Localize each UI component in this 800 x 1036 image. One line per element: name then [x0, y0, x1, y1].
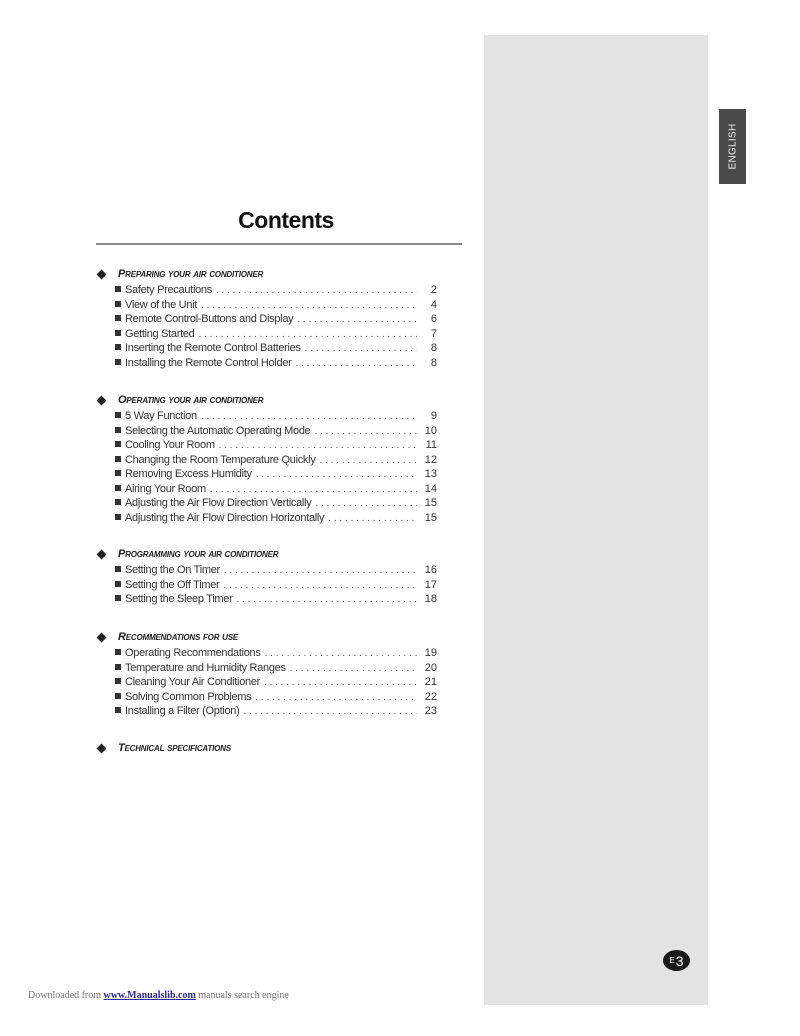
- toc-entry[interactable]: [97, 454, 437, 469]
- entry-label: Setting the On Timer: [125, 564, 220, 576]
- square-bullet-icon: [115, 344, 121, 350]
- section-title: Operating your air conditioner: [118, 394, 264, 406]
- entry-page: 6: [430, 313, 437, 325]
- entry-page: 14: [424, 482, 437, 495]
- toc-entry[interactable]: [97, 647, 437, 662]
- square-bullet-icon: [115, 470, 121, 476]
- page-prefix: E: [669, 956, 675, 965]
- entry-label: Inserting the Remote Control Batteries: [125, 342, 301, 354]
- download-footer: [28, 990, 289, 1001]
- entry-page: 9: [430, 410, 437, 422]
- square-bullet-icon: [115, 301, 121, 307]
- entry-label: Safety Precautions: [125, 284, 212, 296]
- entry-page: 23: [424, 705, 437, 717]
- square-bullet-icon: [115, 315, 121, 321]
- entry-page: 20: [424, 661, 437, 674]
- toc-section-programming: [97, 546, 437, 608]
- toc-entry[interactable]: [97, 676, 437, 691]
- entry-label: Adjusting the Air Flow Direction Horizontally: [125, 511, 325, 524]
- page-title: Contents: [238, 207, 334, 233]
- square-bullet-icon: [115, 707, 121, 713]
- diamond-bullet-icon: [97, 743, 107, 753]
- entry-label: 5 Way Function: [125, 410, 197, 422]
- toc-entry[interactable]: [97, 357, 437, 372]
- page-number: 3: [675, 952, 684, 969]
- entry-label: Solving Common Problems: [125, 690, 252, 703]
- section-title: Programming your air conditioner: [118, 548, 279, 560]
- entry-page: 7: [430, 327, 437, 340]
- square-bullet-icon: [115, 499, 121, 505]
- square-bullet-icon: [115, 286, 121, 292]
- entry-label: Setting the Sleep Timer: [125, 593, 233, 605]
- diamond-bullet-icon: [97, 269, 107, 279]
- entry-label: Airing Your Room: [125, 482, 206, 495]
- entry-label: Changing the Room Temperature Quickly: [125, 453, 316, 466]
- dot-leader: [319, 455, 417, 466]
- dot-leader: [265, 648, 417, 659]
- entry-page: 8: [430, 356, 437, 369]
- entry-label: Setting the Off Timer: [125, 578, 220, 591]
- entry-page: 21: [424, 676, 437, 688]
- footer-text-before: Downloaded from: [28, 990, 104, 1001]
- dot-leader: [236, 594, 417, 605]
- square-bullet-icon: [115, 581, 121, 587]
- entry-page: 4: [430, 298, 437, 311]
- entry-page: 15: [424, 497, 437, 509]
- toc-entry[interactable]: [97, 425, 437, 440]
- dot-leader: [224, 565, 417, 576]
- toc-entry[interactable]: [97, 328, 437, 343]
- dot-leader: [243, 706, 417, 717]
- entry-label: Cooling Your Room: [125, 439, 215, 451]
- dot-leader: [256, 469, 417, 480]
- section-title: Technical specifications: [118, 742, 231, 754]
- toc-entry[interactable]: [97, 468, 437, 483]
- side-panel: [484, 35, 708, 1005]
- section-heading[interactable]: [97, 740, 437, 756]
- toc-section-operating: [97, 392, 437, 526]
- dot-leader: [264, 677, 417, 688]
- entry-label: Adjusting the Air Flow Direction Vertically: [125, 497, 312, 509]
- page-number-badge: [663, 950, 690, 971]
- entry-list: [97, 647, 437, 720]
- entry-list: [97, 410, 437, 526]
- section-title: Recommendations for use: [118, 631, 238, 643]
- square-bullet-icon: [115, 485, 121, 491]
- entry-page: 13: [424, 468, 437, 480]
- toc-section-technical: [97, 740, 437, 758]
- dot-leader: [305, 343, 417, 354]
- toc-entry[interactable]: [97, 299, 437, 314]
- toc-entry[interactable]: [97, 705, 437, 720]
- diamond-bullet-icon: [97, 395, 107, 405]
- toc-entry[interactable]: [97, 313, 437, 328]
- toc-entry[interactable]: [97, 410, 437, 425]
- entry-page: 19: [424, 647, 437, 659]
- dot-leader: [201, 411, 417, 422]
- title-divider: [96, 243, 462, 245]
- dot-leader: [223, 580, 417, 591]
- square-bullet-icon: [115, 595, 121, 601]
- entry-page: 18: [424, 593, 437, 605]
- dot-leader: [290, 663, 417, 674]
- entry-page: 15: [424, 511, 437, 524]
- entry-page: 8: [430, 342, 437, 354]
- square-bullet-icon: [115, 427, 121, 433]
- entry-page: 10: [424, 424, 437, 437]
- dot-leader: [328, 513, 417, 524]
- entry-label: Operating Recommendations: [125, 647, 261, 659]
- toc-section-recommendations: [97, 629, 437, 720]
- square-bullet-icon: [115, 456, 121, 462]
- dot-leader: [296, 358, 417, 369]
- section-heading: [97, 629, 437, 645]
- dot-leader: [255, 692, 417, 703]
- section-title: Preparing your air conditioner: [118, 268, 264, 280]
- entry-page: 17: [424, 578, 437, 591]
- section-heading: [97, 266, 437, 282]
- toc-entry[interactable]: [97, 662, 437, 677]
- square-bullet-icon: [115, 441, 121, 447]
- toc-entry[interactable]: [97, 691, 437, 706]
- entry-label: Getting Started: [125, 327, 195, 340]
- square-bullet-icon: [115, 359, 121, 365]
- dot-leader: [315, 498, 417, 509]
- entry-label: Cleaning Your Air Conditioner: [125, 676, 261, 688]
- entry-label: Installing the Remote Control Holder: [125, 356, 292, 369]
- square-bullet-icon: [115, 412, 121, 418]
- toc-entry[interactable]: [97, 483, 437, 498]
- entry-label: View of the Unit: [125, 298, 198, 311]
- entry-label: Selecting the Automatic Operating Mode: [125, 424, 311, 437]
- entry-page: 11: [425, 439, 437, 451]
- dot-leader: [199, 329, 418, 340]
- dot-leader: [297, 314, 417, 325]
- entry-page: 2: [430, 284, 437, 296]
- square-bullet-icon: [115, 566, 121, 572]
- section-heading: [97, 546, 437, 562]
- toc-entry[interactable]: [97, 593, 437, 608]
- square-bullet-icon: [115, 693, 121, 699]
- section-heading: [97, 392, 437, 408]
- toc-entry[interactable]: [97, 512, 437, 527]
- entry-list: [97, 284, 437, 371]
- language-label: ENGLISH: [727, 123, 739, 170]
- manualslib-link[interactable]: www.Manualslib.com: [103, 990, 196, 1001]
- diamond-bullet-icon: [97, 549, 107, 559]
- square-bullet-icon: [115, 330, 121, 336]
- square-bullet-icon: [115, 649, 121, 655]
- toc-section-preparing: [97, 266, 437, 371]
- entry-page: 22: [424, 690, 437, 703]
- toc-entry[interactable]: [97, 497, 437, 512]
- dot-leader: [201, 300, 417, 311]
- entry-list: [97, 564, 437, 608]
- entry-page: 16: [424, 564, 437, 576]
- footer-text-after: manuals search engine: [195, 990, 289, 1001]
- dot-leader: [219, 440, 417, 451]
- language-tab: [719, 109, 746, 184]
- square-bullet-icon: [115, 514, 121, 520]
- toc-entry[interactable]: [97, 439, 437, 454]
- entry-label: Remote Control-Buttons and Display: [125, 313, 294, 325]
- square-bullet-icon: [115, 678, 121, 684]
- dot-leader: [315, 426, 418, 437]
- dot-leader: [210, 484, 417, 495]
- toc-entry[interactable]: [97, 284, 437, 299]
- entry-page: 12: [424, 453, 437, 466]
- diamond-bullet-icon: [97, 632, 107, 642]
- entry-label: Removing Excess Humidity: [125, 468, 252, 480]
- square-bullet-icon: [115, 664, 121, 670]
- entry-label: Temperature and Humidity Ranges: [125, 661, 286, 674]
- dot-leader: [216, 285, 417, 296]
- entry-label: Installing a Filter (Option): [125, 705, 240, 717]
- toc-entry[interactable]: [97, 564, 437, 579]
- toc-entry[interactable]: [97, 342, 437, 357]
- toc-entry[interactable]: [97, 579, 437, 594]
